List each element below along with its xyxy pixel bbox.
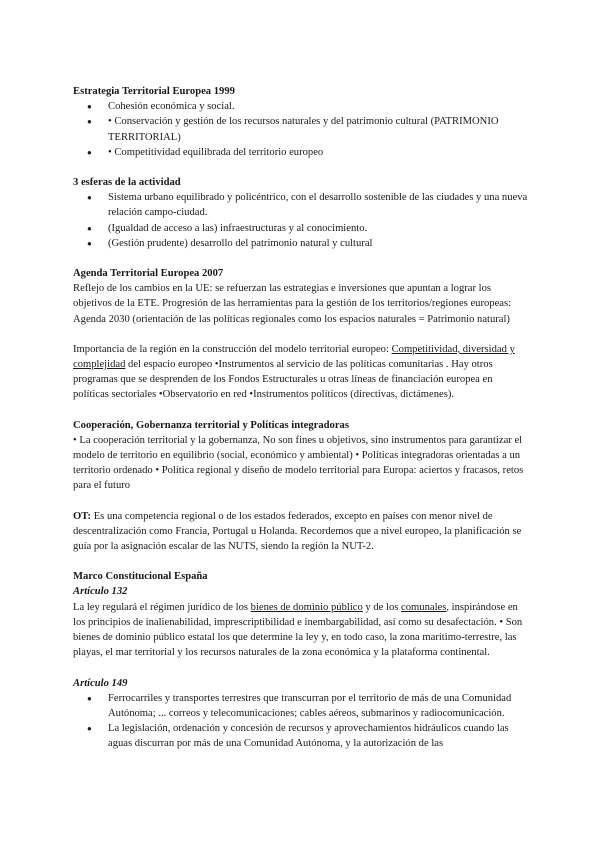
document-page [73, 84, 528, 752]
ot-paragraph: OT: Es una competencia regional o de los estados federados, excepto en países con menor nivel de descentralización como Francia, Portugal u Holanda. Recordemos que a nivel europeo, la planificación se guía por la asignación escalar de las NUTS, siendo la región la NUT-2. [73, 510, 522, 553]
list-item: ● Ferrocarriles y transportes terrestres que transcurran por el territorio de más de una Comunidad Autónoma; ... correos y telecomunicaciones; cables aéreos, submarinos y radiocomunicación. [73, 691, 528, 721]
ot-label: OT: [73, 510, 92, 522]
list-item: ● • Conservación y gestión de los recursos naturales y del patrimonio cultural (PATRIMONIO TERRITORIAL) [73, 114, 528, 144]
list-item: ● (Gestión prudente) desarrollo del patrimonio natural y cultural [73, 236, 528, 251]
section-title-agenda-2007: Agenda Territorial Europea 2007 [73, 268, 224, 280]
importancia-paragraph: Importancia de la región en la construcción del modelo territorial europeo: Competitividad, diversidad y complejidad del espacio europeo •Instrumentos al servicio de las políticas comunitarias . Hay otros programas que se desprenden de los Fondos Estructurales u otras líneas de financiación europea en políticas sectoriales •Observatorio en red •Instrumentos políticos (directivas, dictámenes). [73, 343, 515, 401]
section-title-ete-1999: Estrategia Territorial Europea 1999 [73, 86, 235, 97]
esferas-list [73, 190, 528, 251]
section-title-cooperacion: Cooperación, Gobernanza territorial y Políticas integradoras [73, 419, 349, 431]
ete-list [73, 99, 528, 160]
article-149-list [73, 691, 528, 752]
list-item: ● La legislación, ordenación y concesión de recursos y aprovechamientos hidráulicos cuando las aguas discurran por más de una Comunidad Autónoma, y la autorización de las [73, 721, 528, 751]
section-title-marco: Marco Constitucional España [73, 571, 208, 583]
article-149-heading: Artículo 149 [73, 677, 128, 689]
article-132-heading: Artículo 132 [73, 586, 128, 598]
underlined-phrase: bienes de dominio público [250, 601, 363, 613]
underlined-phrase: comunales [401, 601, 447, 613]
underlined-phrase: Competitividad, diversidad y complejidad [73, 343, 515, 371]
list-item: ● Sistema urbano equilibrado y policéntrico, con el desarrollo sostenible de las ciudades y una nueva relación campo-ciudad. [73, 190, 528, 220]
article-132-paragraph: La ley regulará el régimen jurídico de los bienes de dominio público y de los comunales, inspirándose en los principios de inalienabilidad, imprescriptibilidad e inembargabilidad, así como su desafectación. • Son bienes de dominio público estatal los que determine la ley y, en todo caso, la zona marítimo-terrestre, las playas, el mar territorial y los recursos naturales de la zona económica y la plataforma continental. [73, 601, 523, 659]
section-title-esferas: 3 esferas de la actividad [73, 177, 181, 189]
cooperacion-paragraph: • La cooperación territorial y la gobernanza, No son fines u objetivos, sino instrumentos para garantizar el modelo de territorio en equilibrio (social, económico y ambiental) • Políticas integradoras orientadas a un territorio ordenado • Política regional y diseño de modelo territorial para Europa: aciertos y fracasos, retos para el futuro [73, 434, 524, 492]
list-item: ● Cohesión económica y social. [73, 99, 528, 114]
agenda-paragraph: Reflejo de los cambios en la UE: se refuerzan las estrategias e inversiones que apuntan a lograr los objetivos de la ETE. Progresión de las herramientas para la gestión de los territorios/regiones europeas: Agenda 2030 (orientación de las políticas regionales como los espacios naturales = Patrimonio natural) [73, 283, 512, 325]
list-item: ● (Igualdad de acceso a las) infraestructuras y al conocimiento. [73, 221, 528, 236]
list-item: ● • Competitividad equilibrada del territorio europeo [73, 145, 528, 160]
